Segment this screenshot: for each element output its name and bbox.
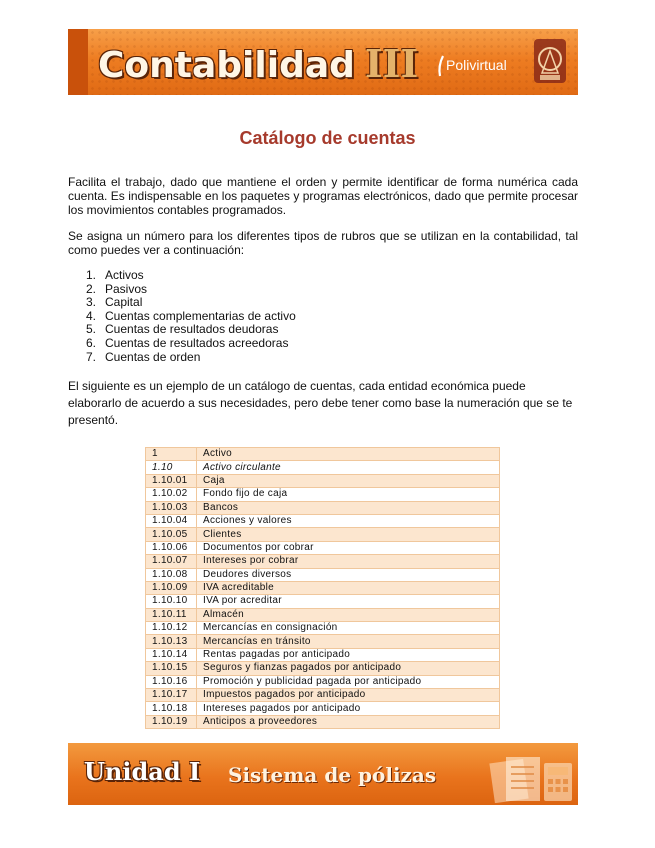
table-row: 1.10.19 Anticipos a proveedores bbox=[146, 715, 500, 728]
rubros-list bbox=[86, 269, 296, 364]
table-row: 1.10.14 Rentas pagadas por anticipado bbox=[146, 648, 500, 661]
table-row: 1.10 Activo circulante bbox=[146, 461, 500, 474]
table-row: 1.10.11 Almacén bbox=[146, 608, 500, 621]
table-row: 1.10.10 IVA por acreditar bbox=[146, 595, 500, 608]
list-item: 7. Cuentas de orden bbox=[86, 349, 201, 364]
course-title bbox=[98, 41, 418, 86]
institution-seal-icon bbox=[532, 37, 568, 85]
table-row: 1.10.08 Deudores diversos bbox=[146, 568, 500, 581]
list-item: 1. Activos bbox=[86, 268, 144, 282]
table-row: 1.10.18 Intereses pagados por anticipado bbox=[146, 702, 500, 715]
documents-calculator-icon bbox=[486, 747, 576, 803]
table-row: 1.10.05 Clientes bbox=[146, 528, 500, 541]
section-title: Sistema de pólizas bbox=[228, 763, 437, 787]
table-row: 1.10.17 Impuestos pagados por anticipado bbox=[146, 689, 500, 702]
footer-banner bbox=[68, 743, 578, 805]
list-item: 6. Cuentas de resultados acreedoras bbox=[86, 335, 289, 350]
page-title: Catálogo de cuentas bbox=[239, 128, 416, 148]
course-title-text: Contabilidad bbox=[98, 45, 355, 86]
table-row: 1 Activo bbox=[146, 448, 500, 461]
polivirtual-logo-icon bbox=[436, 55, 446, 77]
header-banner bbox=[68, 29, 578, 95]
table-row: 1.10.07 Intereses por cobrar bbox=[146, 555, 500, 568]
table-row: 1.10.16 Promoción y publicidad pagada por anticipado bbox=[146, 675, 500, 688]
table-row: 1.10.09 IVA acreditable bbox=[146, 581, 500, 594]
example-paragraph: El siguiente es un ejemplo de un catálogo de cuentas, cada entidad económica puede elaborarlo de acuerdo a sus necesidades, pero debe tener como base la numeración que se te presentó. bbox=[68, 379, 573, 427]
table-row: 1.10.15 Seguros y fianzas pagados por anticipado bbox=[146, 662, 500, 675]
table-row: 1.10.06 Documentos por cobrar bbox=[146, 541, 500, 554]
table-row: 1.10.03 Bancos bbox=[146, 501, 500, 514]
list-item: 4. Cuentas complementarias de activo bbox=[86, 308, 296, 323]
list-item: 5. Cuentas de resultados deudoras bbox=[86, 322, 279, 337]
account-catalog-table bbox=[145, 447, 500, 729]
banner-left-block bbox=[68, 29, 88, 95]
course-roman-numeral: III bbox=[364, 41, 419, 86]
table-row: 1.10.13 Mercancías en tránsito bbox=[146, 635, 500, 648]
table-row: 1.10.12 Mercancías en consignación bbox=[146, 622, 500, 635]
list-item: 2. Pasivos bbox=[86, 281, 148, 296]
intro-paragraph: Facilita el trabajo, dado que mantiene el orden y permite identificar de forma numérica cada cuenta. Es indispensable en los paquetes y programas electrónicos, dado que permite procesar los movimientos contables programados. bbox=[68, 175, 578, 217]
assign-paragraph: Se asigna un número para los diferentes tipos de rubros que se utilizan en la contabilidad, tal como puedes ver a continuación: bbox=[68, 229, 578, 257]
list-item: 3. Capital bbox=[86, 295, 143, 310]
table-row: 1.10.04 Acciones y valores bbox=[146, 514, 500, 527]
unit-title: Unidad I bbox=[84, 757, 201, 786]
table-row: 1.10.02 Fondo fijo de caja bbox=[146, 488, 500, 501]
polivirtual-brand: Polivirtual bbox=[446, 57, 507, 73]
table-row: 1.10.01 Caja bbox=[146, 474, 500, 487]
